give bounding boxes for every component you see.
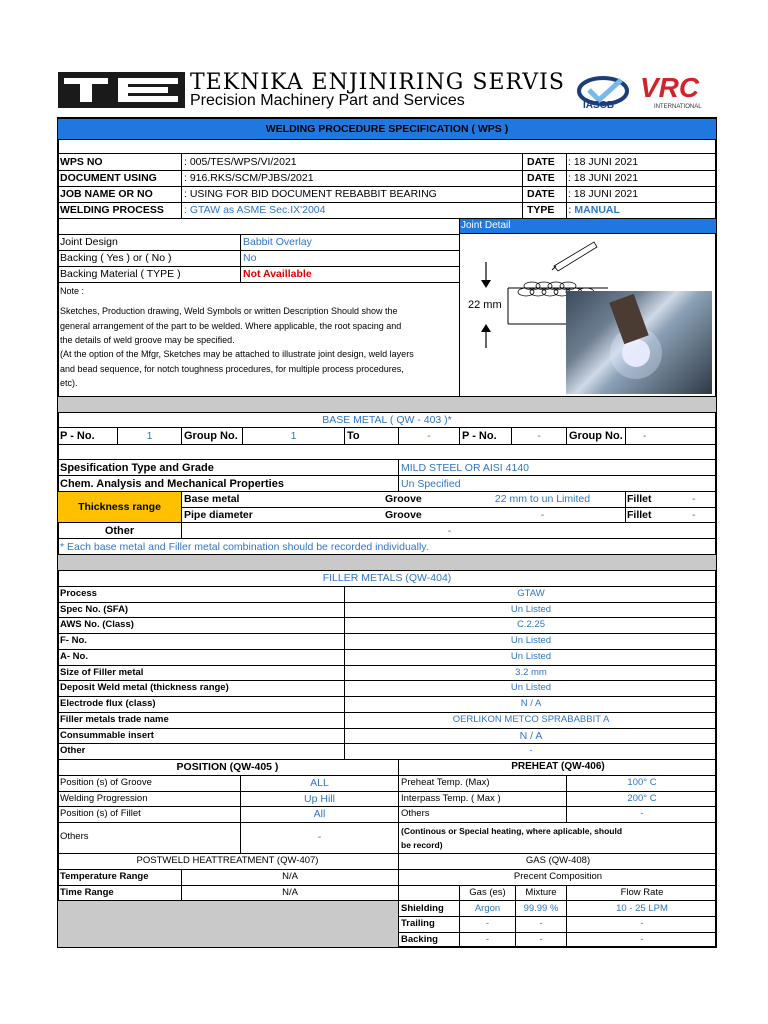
preheat-others-label: Others [401, 808, 430, 819]
group-no-value: 1 [290, 430, 297, 442]
company-name: TEKNIKA ENJINIRING SERVIS [190, 70, 565, 95]
filler-size-value: 3.2 mm [515, 667, 547, 678]
process-value: : GTAW as ASME Sec.IX'2004 [184, 204, 326, 216]
gas-shielding-flow: 10 - 25 LPM [616, 903, 668, 914]
base-metal-note: * Each base metal and Filler metal combination should be recorded individually. [60, 541, 429, 553]
filler-other-value: - [529, 745, 533, 756]
company-logo [58, 72, 185, 108]
gas-col-mixture: Mixture [525, 887, 557, 898]
preheat-temp-label: Preheat Temp. (Max) [401, 777, 490, 788]
form-title: WELDING PROCEDURE SPECIFICATION ( WPS ) [265, 123, 509, 135]
gas-backing-mixture: - [539, 934, 543, 945]
p-no2-value: - [537, 430, 541, 442]
gas-backing-flow: - [640, 934, 644, 945]
filler-other-label: Other [60, 745, 86, 756]
interpass-temp-label: Interpass Temp. ( Max ) [401, 793, 501, 804]
filler-flux-value: N / A [520, 698, 542, 709]
filler-flux-label: Electrode flux (class) [60, 698, 156, 709]
joint-detail-header: Joint Detail [461, 220, 511, 231]
filler-aws-value: C.2.25 [517, 619, 545, 630]
filler-process-label: Process [60, 588, 97, 599]
date-label-2: DATE [527, 172, 555, 184]
welding-photo [566, 291, 712, 394]
base-metal-label: Base metal [184, 493, 240, 505]
position-fillet-value: All [313, 808, 326, 820]
groove-value-2: - [540, 509, 545, 521]
spec-value: MILD STEEL OR AISI 4140 [401, 462, 529, 474]
pwht-time-label: Time Range [60, 887, 114, 898]
pwht-header: POSTWELD HEATTREATMENT (QW-407) [136, 855, 319, 866]
position-groove-label: Position (s) of Groove [60, 777, 152, 788]
pwht-temp-value: N/A [282, 871, 298, 882]
type-label: TYPE [527, 204, 555, 216]
date-value-3: : 18 JUNI 2021 [568, 188, 639, 200]
gas-backing-label: Backing [401, 934, 438, 945]
filler-aws-label: AWS No. (Class) [60, 619, 134, 630]
note-label: Note : [60, 286, 85, 296]
position-fillet-label: Position (s) of Fillet [60, 808, 141, 819]
note-line-2: general arrangement of the part to be welded. Where applicable, the root spacing and [60, 321, 402, 331]
welding-progression-label: Welding Progression [60, 793, 148, 804]
gas-col-flow: Flow Rate [620, 887, 664, 898]
gas-header: GAS (QW-408) [525, 855, 591, 866]
chem-label: Chem. Analysis and Mechanical Properties [60, 478, 284, 490]
gas-trailing-gas: - [485, 918, 490, 929]
note-line-6: etc). [60, 378, 78, 388]
filler-size-label: Size of Filler metal [60, 667, 144, 678]
preheat-others-value: - [640, 808, 644, 819]
other-label: Other [104, 525, 135, 537]
to-label: To [347, 430, 360, 442]
note-line-5: and bead sequence, for notch toughness procedures, for multiple process procedures, [60, 364, 404, 374]
note-line-1: Sketches, Production drawing, Weld Symbols or written Description Should show the [60, 306, 398, 316]
filler-deposit-label: Deposit Weld metal (thickness range) [60, 682, 229, 693]
preheat-temp-value: 100° C [627, 777, 657, 788]
other-value: - [447, 525, 452, 537]
filler-spec-value: Un Listed [510, 604, 552, 615]
job-value: : USING FOR BID DOCUMENT REBABBIT BEARING [184, 188, 437, 200]
document-label: DOCUMENT USING [60, 172, 157, 184]
preheat-note-line-1: (Continous or Special heating, where aplicable, should [401, 826, 623, 836]
preheat-note-line-2: be record) [401, 840, 443, 850]
gas-trailing-label: Trailing [401, 918, 435, 929]
preheat-header: PREHEAT (QW-406) [511, 761, 605, 772]
position-groove-value: ALL [310, 777, 329, 789]
pwht-blank-area [58, 901, 398, 947]
p-no-value: 1 [146, 430, 153, 442]
joint-design-value: Babbit Overlay [243, 236, 312, 248]
gas-shielding-gas: Argon [474, 903, 501, 914]
groove-label-2: Groove [385, 509, 422, 521]
date-value-2: : 18 JUNI 2021 [568, 172, 639, 184]
thickness-range-label: Thickness range [78, 501, 161, 513]
fillet-label-2: Fillet [627, 509, 652, 521]
wps-no-label: WPS NO [60, 156, 103, 168]
backing-label: Backing ( Yes ) or ( No ) [60, 252, 172, 264]
filler-insert-label: Consummable insert [60, 730, 154, 741]
backing-material-label: Backing Material ( TYPE ) [60, 268, 181, 280]
gas-shielding-label: Shielding [401, 903, 444, 914]
fillet-value-2: - [692, 509, 696, 521]
filler-insert-value: N / A [519, 730, 543, 742]
type-value: : MANUAL [568, 204, 620, 216]
p-no2-label: P - No. [462, 430, 497, 442]
group-no2-label: Group No. [569, 430, 623, 442]
filler-process-value: GTAW [517, 588, 545, 599]
gas-col-gas: Gas (es) [469, 887, 506, 898]
gas-sub-header: Precent Composition [513, 871, 603, 882]
vrc-logo: VRC INTERNATIONAL [640, 72, 702, 110]
gas-trailing-flow: - [640, 918, 644, 929]
fillet-label-1: Fillet [627, 493, 652, 505]
company-tagline: Precision Machinery Part and Services [190, 92, 465, 109]
wps-no-value: : 005/TES/WPS/VI/2021 [184, 156, 297, 168]
position-others-value: - [317, 831, 322, 843]
date-label-1: DATE [527, 156, 555, 168]
fillet-value-1: - [692, 493, 696, 505]
process-label: WELDING PROCESS [60, 204, 164, 216]
groove-value-1: 22 mm to un Limited [494, 493, 591, 505]
document-value: : 916.RKS/SCM/PJBS/2021 [184, 172, 314, 184]
position-others-label: Others [60, 831, 89, 842]
gas-shielding-mixture: 99.99 % [523, 903, 559, 914]
filler-a-no-value: Un Listed [510, 651, 552, 662]
filler-trade-name-label: Filler metals trade name [60, 714, 169, 725]
to-value: - [427, 430, 431, 442]
pwht-time-value: N/A [282, 887, 298, 898]
note-line-4: (At the option of the Mfgr, Sketches may be attached to illustrate joint design, weld layers [60, 349, 414, 359]
filler-f-no-label: F- No. [60, 635, 87, 646]
joint-dimension: 22 mm [468, 299, 502, 311]
filler-deposit-value: Un Listed [510, 682, 552, 693]
p-no-label: P - No. [60, 430, 95, 442]
filler-metals-header: FILLER METALS (QW-404) [322, 572, 452, 584]
date-value-1: : 18 JUNI 2021 [568, 156, 639, 168]
spec-label: Spesification Type and Grade [60, 462, 214, 474]
filler-spec-label: Spec No. (SFA) [60, 604, 129, 615]
welding-progression-value: Up Hill [304, 793, 335, 805]
gas-trailing-mixture: - [539, 918, 543, 929]
backing-material-value: Not Availlable [243, 268, 312, 280]
pipe-diameter-label: Pipe diameter [184, 509, 253, 521]
pwht-temp-label: Temperature Range [60, 871, 149, 882]
note-line-3: the details of weld groove may be specified. [60, 335, 235, 345]
filler-f-no-value: Un Listed [510, 635, 552, 646]
iascb-logo: IASCB [575, 76, 633, 112]
base-metal-header: BASE METAL ( QW - 403 )* [322, 414, 452, 426]
filler-trade-name-value: OERLIKON METCO SPRABABBIT A [452, 714, 610, 725]
group-no-label: Group No. [184, 430, 238, 442]
position-header: POSITION (QW-405 ) [176, 761, 279, 773]
job-label: JOB NAME OR NO [60, 188, 153, 200]
groove-label-1: Groove [385, 493, 422, 505]
gas-backing-gas: - [485, 934, 490, 945]
interpass-temp-value: 200° C [627, 793, 657, 804]
chem-value: Un Specified [401, 478, 461, 490]
joint-design-label: Joint Design [60, 236, 118, 248]
date-label-3: DATE [527, 188, 555, 200]
backing-value: No [243, 252, 257, 264]
group-no2-value: - [643, 430, 647, 442]
filler-a-no-label: A- No. [60, 651, 88, 662]
